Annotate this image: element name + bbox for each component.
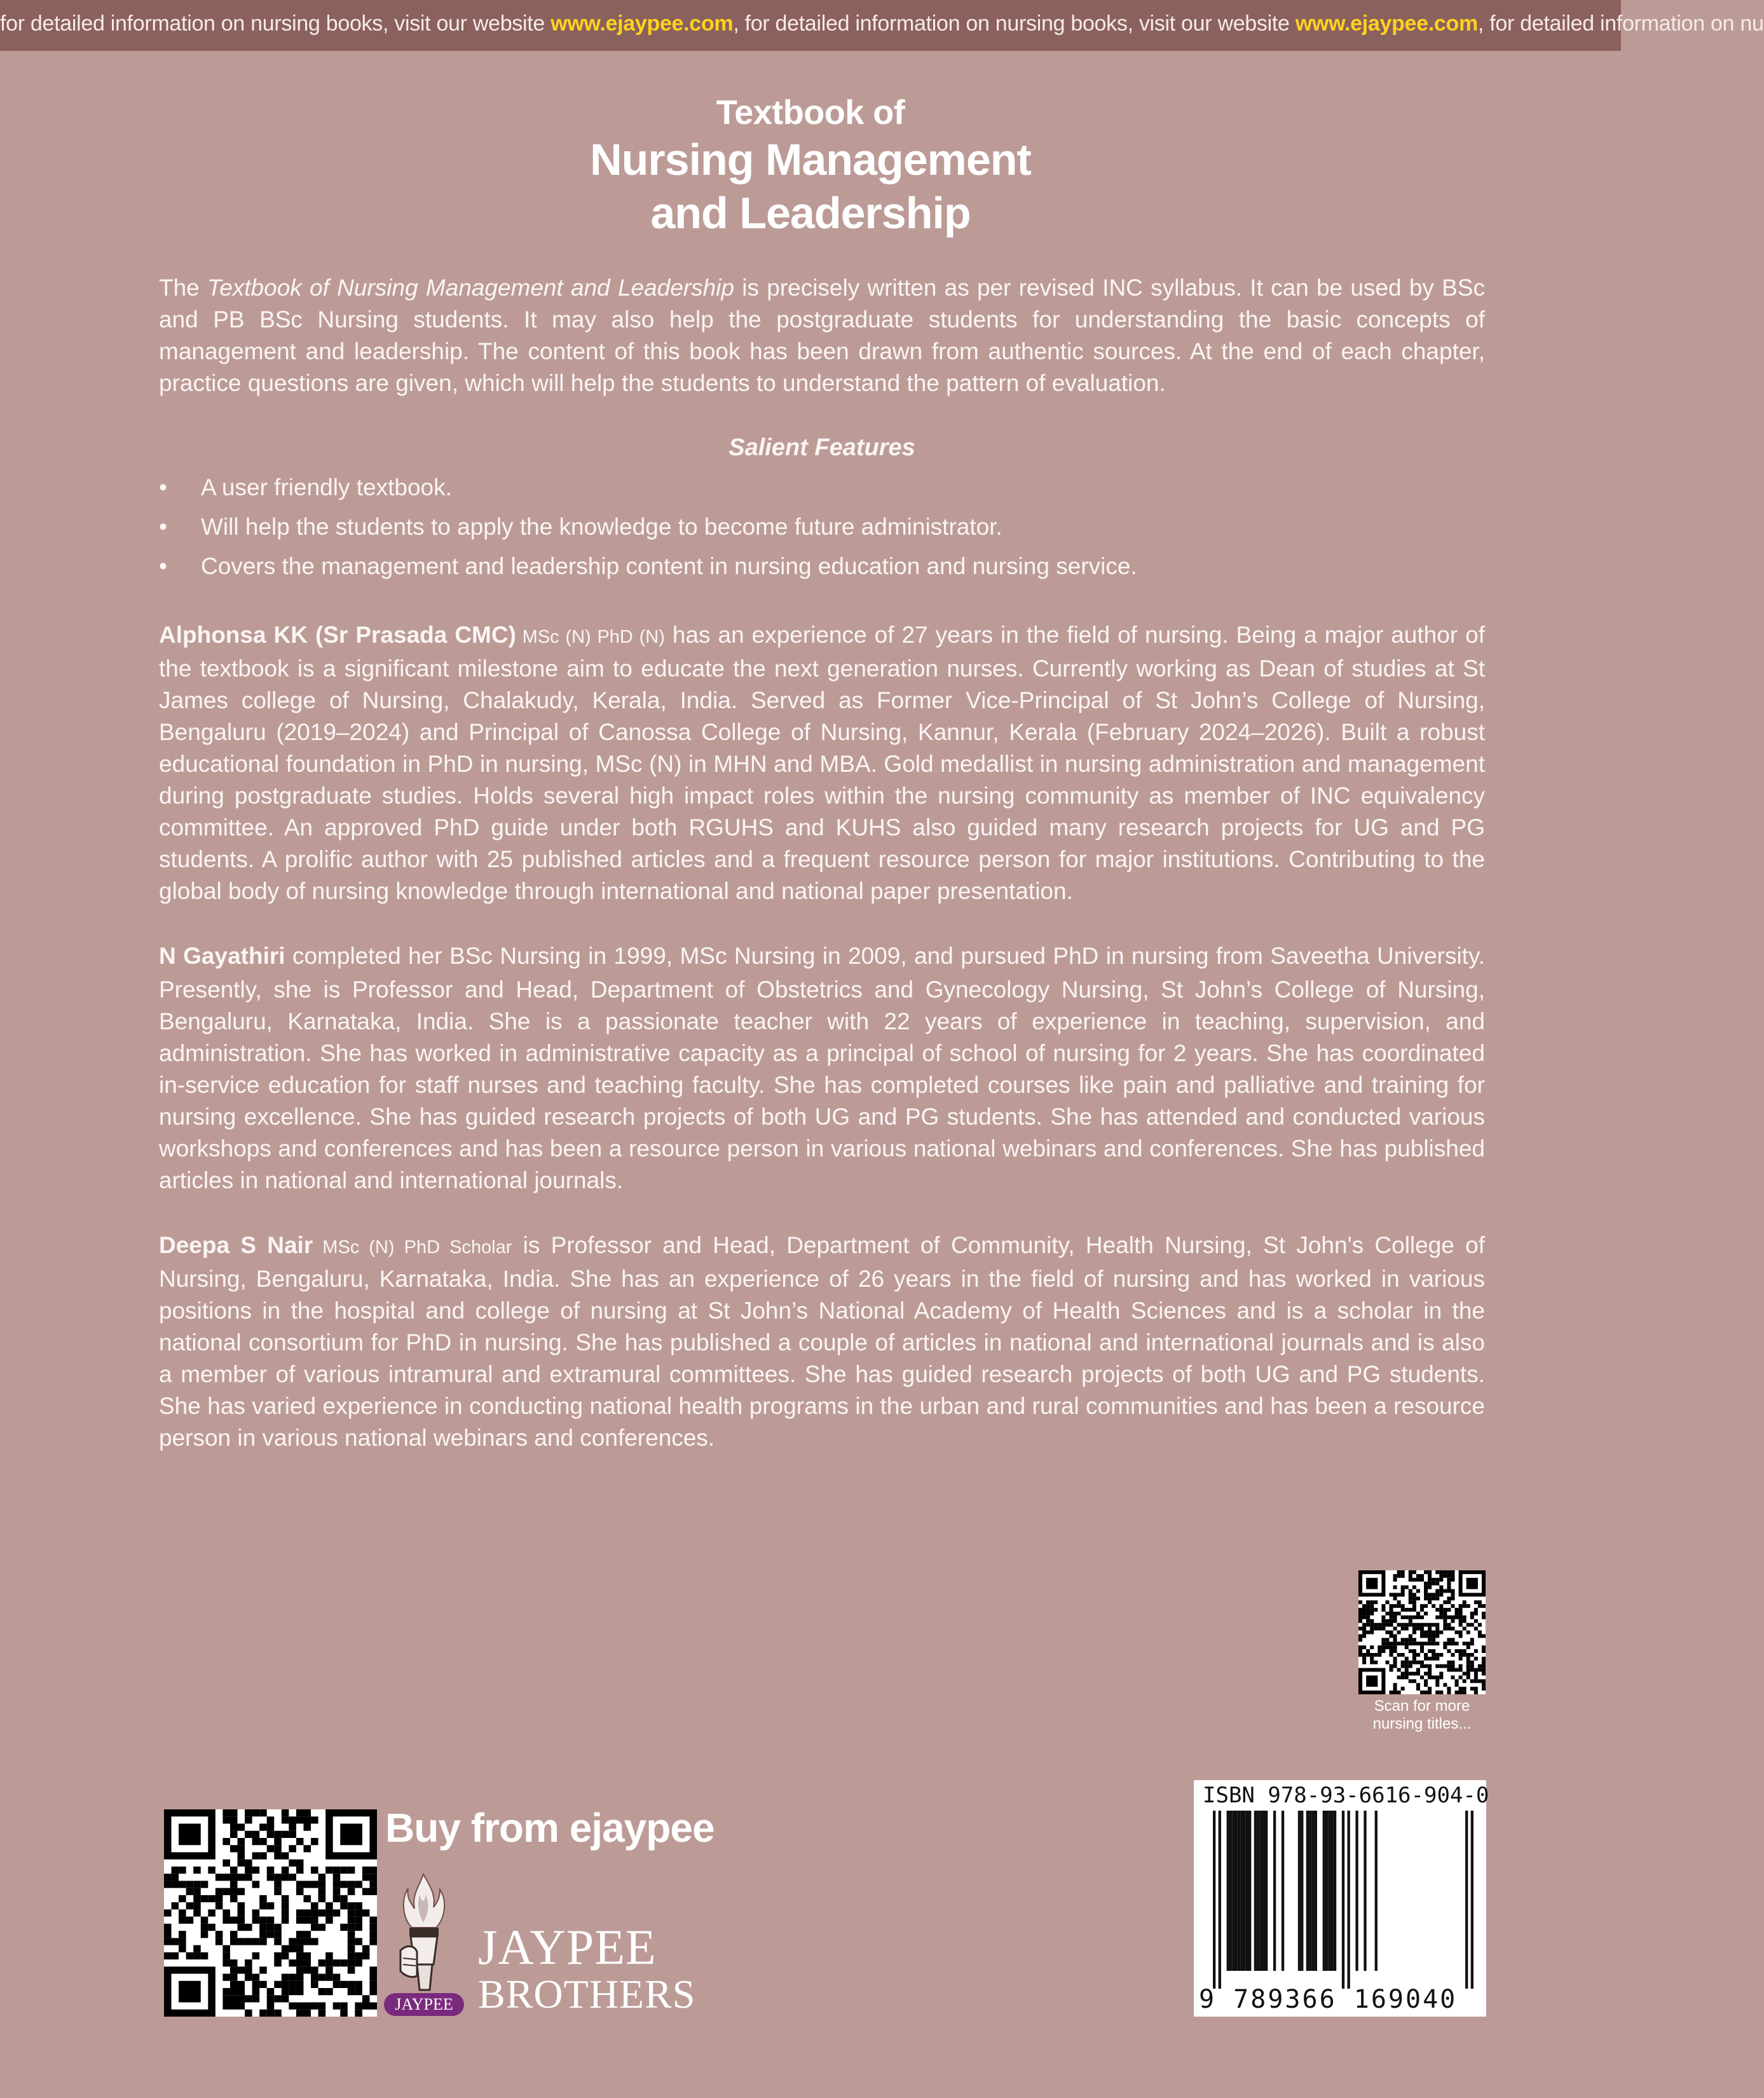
author-bio (159, 619, 1485, 907)
publisher-logo-tag: JAYPEE (384, 1993, 464, 2016)
title-line-1: Textbook of (716, 93, 905, 132)
author-bio-text: completed her BSc Nursing in 1999, MSc Nursing in 2009, and pursued PhD in nursing from Saveetha University. Presently, she is Professor and Head, Department of Obstetrics and Gynecology Nursing, St John’s College of Nursing, Bengaluru, Karnataka, India. She is a passionate teacher with 22 years of experience in teaching, supervision, and administration. She has worked in administrative capacity as a principal of school of nursing for 2 years. She has coordinated in-service education for staff nurses and teaching faculty. She has completed courses like pain and palliative and training for nursing excellence. She has guided research projects of both UG and PG students. She has attended and conducted various workshops and conferences and has been a resource person in various national webinars and conferences. She has published articles in national and international journals. (159, 943, 1485, 1193)
bullet-icon: • (159, 553, 167, 579)
book-title (0, 92, 1621, 240)
top-banner-text (0, 11, 1764, 36)
isbn-barcode (1194, 1780, 1489, 2017)
isbn-label: ISBN 978-93-6616-904-0 (1203, 1783, 1489, 1808)
feature-text: A user friendly textbook. (201, 474, 452, 500)
nursing-titles-qr-code[interactable] (1358, 1570, 1486, 1694)
author-credentials: MSc (N) PhD Scholar (313, 1237, 512, 1258)
buy-qr-code[interactable] (164, 1809, 377, 2017)
author-bio (159, 940, 1485, 1196)
feature-item (159, 468, 1485, 507)
publisher-name-line-1: JAYPEE (478, 1919, 657, 1975)
salient-features-heading: Salient Features (728, 434, 915, 461)
intro-book-title: Textbook of Nursing Management and Leadership (207, 275, 735, 301)
banner-text: , for detailed information on nu (1477, 11, 1764, 36)
qr-caption (1341, 1697, 1503, 1733)
intro-text: is precisely written as per revised INC syllabus. It can be used by BSc and PB BSc Nursing students. It may also help the postgraduate students for understanding the basic concepts of management and leadership. The content of this book has been drawn from authentic sources. At the end of each chapter, practice questions are given, which will help the students to understand the pattern of evaluation. (159, 275, 1485, 396)
qr-caption-line-1: Scan for more (1374, 1697, 1470, 1715)
author-bio-text: is Professor and Head, Department of Community, Health Nursing, St John's College of Nursing, Bengaluru, Karnataka, India. She has an experience of 26 years in the field of nursing and has worked in various positions in the hospital and college of nursing at St John’s National Academy of Health Sciences and is a scholar in the national consortium for PhD in nursing. She has published a couple of articles in national and international journals and is also a member of various intramural and extramural committees. She has guided research projects of both UG and PG students. She has varied experience in conducting national health programs in the urban and rural communities and has been a resource person in various national webinars and conferences. (159, 1232, 1485, 1451)
title-line-2: Nursing Management (590, 135, 1031, 184)
website-link[interactable]: www.ejaypee.com (550, 11, 734, 36)
buy-from-ejaypee-label: Buy from ejaypee (385, 1805, 714, 1851)
qr-code-icon (1358, 1570, 1486, 1694)
feature-text: Covers the management and leadership content in nursing education and nursing service. (201, 553, 1137, 579)
salient-features-list (159, 468, 1485, 586)
qr-code-icon (164, 1809, 377, 2017)
top-banner (0, 0, 1764, 51)
author-bio-text: has an experience of 27 years in the field of nursing. Being a major author of the textbook is a significant milestone aim to educate the next generation nurses. Currently working as Dean of studies at St James college of Nursing, Chalakudy, Kerala, India. Served as Former Vice-Principal of St John’s College of Nursing, Bengaluru (2019–2024) and Principal of Canossa College of Nursing, Kannur, Kerala (February 2024–2026). Built a robust educational foundation in PhD in nursing, MSc (N) in MHN and MBA. Gold medallist in nursing administration and management during postgraduate studies. Holds several high impact roles within the nursing community as member of INC equivalency committee. An approved PhD guide under both RGUHS and KUHS also guided many research projects for UG and PG students. A prolific author with 25 published articles and a frequent resource person for major institutions. Contributing to the global body of nursing knowledge through international and national paper presentation. (159, 622, 1485, 904)
publisher-name-line-2: BROTHERS (478, 1971, 696, 2017)
intro-paragraph (159, 272, 1485, 399)
title-line-3: and Leadership (650, 188, 971, 238)
author-bio (159, 1230, 1485, 1454)
banner-text: , for detailed information on nursing books, visit our website (733, 11, 1296, 36)
feature-text: Will help the students to apply the knowledge to become future administrator. (201, 514, 1002, 540)
feature-item (159, 507, 1485, 547)
bullet-icon: • (159, 514, 167, 540)
website-link[interactable]: www.ejaypee.com (1295, 11, 1478, 36)
author-name: Alphonsa KK (Sr Prasada CMC) (159, 622, 516, 648)
intro-prefix: The (159, 275, 207, 301)
author-name: Deepa S Nair (159, 1232, 313, 1258)
feature-item (159, 547, 1485, 586)
qr-caption-line-2: nursing titles... (1372, 1715, 1472, 1732)
back-cover-content (159, 272, 1485, 1454)
author-name: N Gayathiri (159, 943, 285, 969)
barcode-icon (1213, 1811, 1473, 1989)
author-credentials: MSc (N) PhD (N) (516, 627, 665, 647)
banner-text: for detailed information on nursing books, visit our website (0, 11, 551, 36)
bullet-icon: • (159, 474, 167, 500)
ean-digits: 9 789366 169040 (1199, 1985, 1458, 2014)
